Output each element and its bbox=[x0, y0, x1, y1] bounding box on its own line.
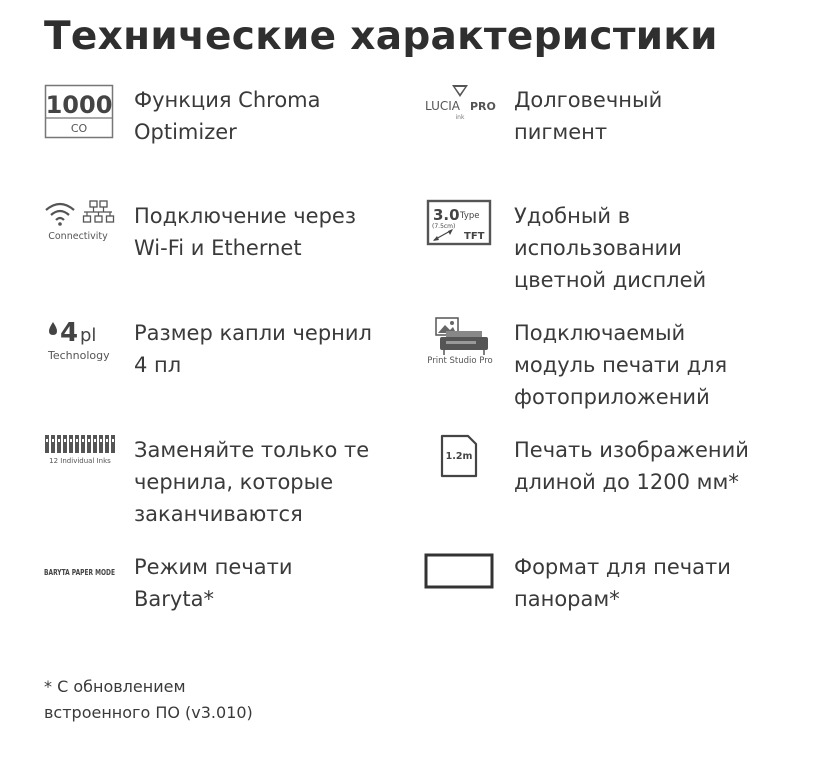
feature-line: Подключение через bbox=[134, 204, 356, 228]
icon-text-12-inks: 12 Individual Inks bbox=[49, 457, 111, 465]
footnote bbox=[44, 674, 253, 726]
feature-line: пигмент bbox=[514, 120, 608, 144]
feature-line: Печать изображений bbox=[514, 438, 749, 462]
feature-text bbox=[134, 200, 424, 264]
feature-line: панорам* bbox=[514, 587, 620, 611]
footnote-line: * С обновлением bbox=[44, 677, 186, 696]
feature-line: Заменяйте только те bbox=[134, 438, 370, 462]
icon-text-1-2m: 1.2m bbox=[445, 451, 473, 462]
icon-text-1000: 1000 bbox=[45, 91, 113, 119]
feature-line: фотоприложений bbox=[514, 385, 710, 409]
feature-line: Размер капли чернил bbox=[134, 321, 372, 345]
icon-text-7-5cm: (7.5cm) bbox=[432, 223, 456, 230]
print-studio-pro-icon bbox=[424, 317, 496, 377]
feature-text bbox=[514, 551, 804, 615]
feature-line: 4 пл bbox=[134, 353, 182, 377]
baryta-paper-mode-icon bbox=[44, 551, 116, 611]
feature-line: использовании bbox=[514, 236, 682, 260]
feature-line: заканчиваются bbox=[134, 502, 303, 526]
icon-text-3-0: 3.0 bbox=[433, 206, 460, 224]
feature-line: Формат для печати bbox=[514, 555, 731, 579]
feature-text bbox=[134, 551, 424, 615]
individual-inks-icon bbox=[44, 434, 116, 494]
feature-line: Baryta* bbox=[134, 587, 214, 611]
lucia-pro-ink-icon bbox=[424, 84, 496, 144]
feature-text bbox=[134, 317, 434, 381]
connectivity-icon bbox=[44, 200, 116, 260]
icon-text-connectivity: Connectivity bbox=[48, 231, 108, 242]
long-print-1-2m-icon bbox=[424, 434, 496, 494]
panorama-format-icon bbox=[424, 551, 496, 611]
icon-text-pro: PRO bbox=[470, 100, 496, 113]
feature-line: Подключаемый bbox=[514, 321, 686, 345]
feature-line: цветной дисплей bbox=[514, 268, 707, 292]
icon-text-tft: TFT bbox=[464, 231, 485, 242]
feature-line: Wi-Fi и Ethernet bbox=[134, 236, 302, 260]
page-title: Технические характеристики bbox=[44, 14, 718, 59]
feature-text bbox=[514, 434, 804, 498]
droplet-4pl-icon bbox=[44, 317, 116, 377]
feature-line: Optimizer bbox=[134, 120, 237, 144]
feature-text bbox=[134, 84, 424, 148]
feature-line: Долговечный bbox=[514, 88, 663, 112]
icon-text-print-studio-pro: Print Studio Pro bbox=[427, 356, 493, 366]
icon-text-lucia: LUCIA bbox=[425, 99, 460, 113]
chroma-optimizer-1000co-icon bbox=[44, 84, 116, 144]
feature-line: Режим печати bbox=[134, 555, 293, 579]
icon-text-baryta: BARYTA PAPER MODE bbox=[44, 568, 115, 577]
icon-text-technology: Technology bbox=[48, 349, 110, 362]
feature-text bbox=[514, 84, 804, 148]
icon-text-type: Type bbox=[460, 211, 480, 221]
icon-text-pl: pl bbox=[80, 325, 97, 346]
feature-text bbox=[514, 200, 804, 296]
icon-text-co: CO bbox=[70, 122, 88, 135]
footnote-line: встроенного ПО (v3.010) bbox=[44, 703, 253, 722]
feature-line: длиной до 1200 мм* bbox=[514, 470, 739, 494]
feature-line: Удобный в bbox=[514, 204, 631, 228]
feature-text bbox=[134, 434, 424, 530]
feature-line: чернила, которые bbox=[134, 470, 334, 494]
feature-line: Функция Chroma bbox=[134, 88, 321, 112]
icon-text-ink: ink bbox=[455, 114, 465, 121]
tft-display-icon bbox=[424, 200, 496, 260]
feature-line: модуль печати для bbox=[514, 353, 728, 377]
icon-text-4: 4 bbox=[60, 318, 79, 348]
feature-text bbox=[514, 317, 804, 413]
